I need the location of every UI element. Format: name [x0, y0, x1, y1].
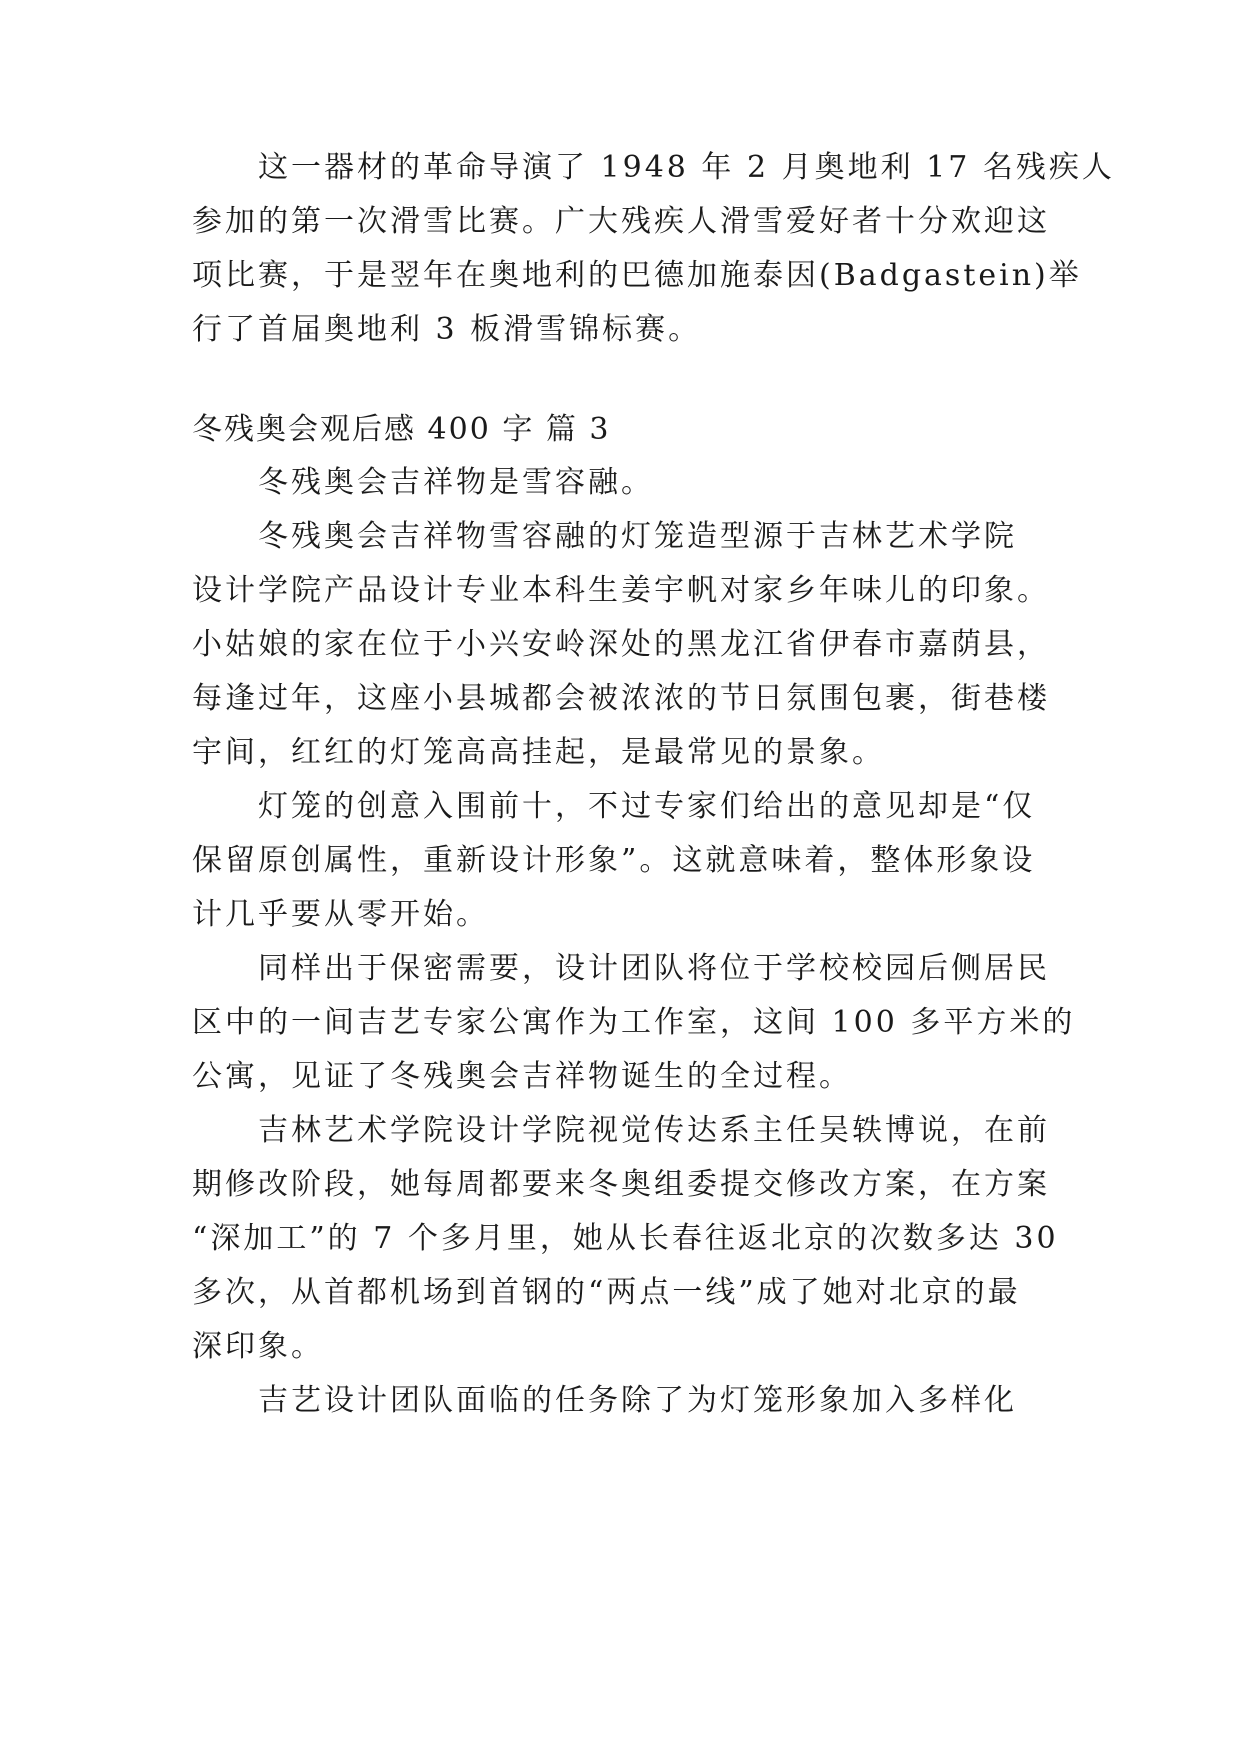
text-line: 小姑娘的家在位于小兴安岭深处的黑龙江省伊春市嘉荫县， [192, 627, 1050, 662]
text-line: 同样出于保密需要，设计团队将位于学校校园后侧居民 [192, 951, 1050, 986]
text-line: 吉林艺术学院设计学院视觉传达系主任吴轶博说，在前 [192, 1113, 1050, 1148]
text-line: 行了首届奥地利 3 板滑雪锦标赛。 [192, 312, 702, 347]
text-line: 每逢过年，这座小县城都会被浓浓的节日氛围包裹，街巷楼 [192, 681, 1050, 716]
text-line: 区中的一间吉艺专家公寓作为工作室，这间 100 多平方米的 [192, 1005, 1076, 1040]
text-line: 冬残奥会吉祥物是雪容融。 [192, 465, 654, 500]
text-line: 公寓，见证了冬残奥会吉祥物诞生的全过程。 [192, 1059, 852, 1094]
text-line: 灯笼的创意入围前十，不过专家们给出的意见却是“仅 [192, 789, 1036, 824]
text-line: 保留原创属性，重新设计形象”。这就意味着，整体形象设 [192, 843, 1036, 878]
text-line: 设计学院产品设计专业本科生姜宇帆对家乡年味儿的印象。 [192, 573, 1050, 608]
text-line: 计几乎要从零开始。 [192, 897, 489, 932]
text-line: 吉艺设计团队面临的任务除了为灯笼形象加入多样化 [192, 1383, 1017, 1418]
text-line: 参加的第一次滑雪比赛。广大残疾人滑雪爱好者十分欢迎这 [192, 204, 1050, 239]
text-line: “深加工”的 7 个多月里，她从长春往返北京的次数多达 30 [192, 1221, 1059, 1256]
text-line: 这一器材的革命导演了 1948 年 2 月奥地利 17 名残疾人 [192, 150, 1115, 185]
text-line: 多次，从首都机场到首钢的“两点一线”成了她对北京的最 [192, 1275, 1021, 1310]
section-heading: 冬残奥会观后感 400 字 篇 3 [192, 412, 611, 447]
text-line: 冬残奥会吉祥物雪容融的灯笼造型源于吉林艺术学院 [192, 519, 1017, 554]
text-line: 深印象。 [192, 1329, 324, 1364]
text-line: 项比赛，于是翌年在奥地利的巴德加施泰因(Badgastein)举 [192, 258, 1082, 293]
text-line: 宇间，红红的灯笼高高挂起，是最常见的景象。 [192, 735, 885, 770]
text-line: 期修改阶段，她每周都要来冬奥组委提交修改方案，在方案 [192, 1167, 1050, 1202]
